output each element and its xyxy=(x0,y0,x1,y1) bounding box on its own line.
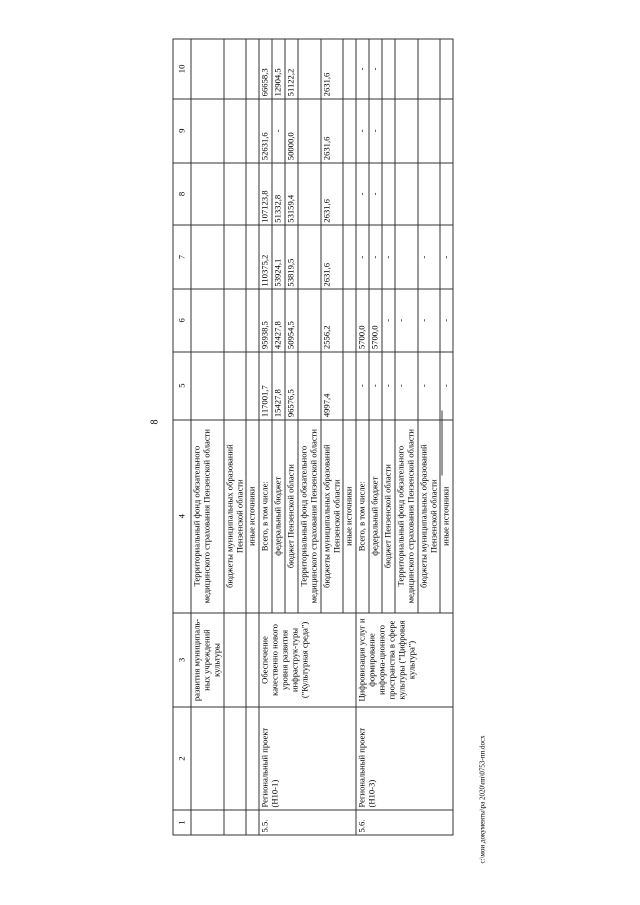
funding-source-cell: бюджет Пензенской области xyxy=(285,419,298,612)
table-row xyxy=(356,39,369,835)
funding-source-cell: федеральный бюджет xyxy=(369,419,382,612)
value-cell: 2631,6 xyxy=(320,39,343,99)
value-cell xyxy=(440,162,453,225)
funding-source-cell: бюджеты муниципальных образований Пензенской области xyxy=(223,419,246,612)
value-cell xyxy=(417,98,440,162)
value-cell: - xyxy=(369,225,382,289)
value-cell: 110375,2 xyxy=(259,225,272,289)
column-header: 9 xyxy=(173,98,191,162)
project-cell xyxy=(246,707,259,810)
event-name-cell: Цифровизация услуг и формирование информа-ционного пространства в сфере культуры ("Цифровая культура") xyxy=(356,612,453,706)
value-cell: 42427,8 xyxy=(272,289,285,352)
value-cell xyxy=(223,162,246,225)
row-number-cell: 5.5. xyxy=(259,810,356,835)
row-number-cell xyxy=(223,810,246,835)
value-cell: 5700,0 xyxy=(356,289,369,352)
value-cell: - xyxy=(369,351,382,419)
value-cell: - xyxy=(417,289,440,352)
value-cell xyxy=(417,39,440,99)
value-cell xyxy=(343,289,356,352)
value-cell xyxy=(246,225,259,289)
value-cell xyxy=(223,351,246,419)
value-cell xyxy=(297,225,320,289)
column-header: 6 xyxy=(173,289,191,352)
value-cell: - xyxy=(417,225,440,289)
value-cell: - xyxy=(369,98,382,162)
value-cell: - xyxy=(394,289,417,352)
value-cell xyxy=(191,289,224,352)
funding-source-cell: Всего, в том числе: xyxy=(356,419,369,612)
funding-source-cell: Территориальный фонд обязательного медицинского страхования Пензенской области xyxy=(191,419,224,612)
value-cell xyxy=(382,162,395,225)
column-header: 7 xyxy=(173,225,191,289)
value-cell xyxy=(246,98,259,162)
value-cell xyxy=(246,162,259,225)
funding-source-cell: бюджеты муниципальных образований Пензенской области xyxy=(320,419,343,612)
value-cell xyxy=(382,39,395,99)
value-cell xyxy=(223,289,246,352)
column-header: 10 xyxy=(173,39,191,99)
budget-table xyxy=(172,38,453,835)
value-cell: 5700,0 xyxy=(369,289,382,352)
value-cell: 51332,8 xyxy=(272,162,285,225)
value-cell: - xyxy=(417,351,440,419)
value-cell xyxy=(440,98,453,162)
value-cell xyxy=(246,351,259,419)
value-cell: - xyxy=(272,98,285,162)
project-cell xyxy=(223,707,246,810)
value-cell xyxy=(297,351,320,419)
value-cell xyxy=(223,225,246,289)
value-cell xyxy=(394,98,417,162)
funding-source-cell: Всего, в том числе: xyxy=(259,419,272,612)
value-cell xyxy=(394,39,417,99)
value-cell: 15427,8 xyxy=(272,351,285,419)
funding-source-cell: иные источники xyxy=(440,419,453,612)
value-cell: - xyxy=(369,162,382,225)
event-name-cell: Обеспечение качественно нового уровня развития инфраструк-туры ("Культурная среда") xyxy=(259,612,356,706)
row-number-cell: 5.6. xyxy=(356,810,453,835)
funding-source-cell: Территориальный фонд обязательного медицинского страхования Пензенской области xyxy=(394,419,417,612)
value-cell xyxy=(343,225,356,289)
header-row xyxy=(173,39,191,835)
table-body xyxy=(173,39,453,835)
value-cell xyxy=(343,351,356,419)
value-cell xyxy=(223,39,246,99)
column-header: 5 xyxy=(173,351,191,419)
value-cell xyxy=(246,39,259,99)
value-cell xyxy=(394,225,417,289)
value-cell: - xyxy=(440,351,453,419)
value-cell xyxy=(191,225,224,289)
value-cell: - xyxy=(440,289,453,352)
value-cell xyxy=(343,98,356,162)
table-row xyxy=(259,39,272,835)
value-cell: - xyxy=(356,39,369,99)
value-cell xyxy=(297,162,320,225)
value-cell xyxy=(343,39,356,99)
footer-file-path: c:\мои документы\ра 2020\пп\0753-пп.docx xyxy=(478,734,486,863)
value-cell xyxy=(440,39,453,99)
column-header: 4 xyxy=(173,419,191,612)
value-cell xyxy=(191,162,224,225)
value-cell xyxy=(191,39,224,99)
value-cell: - xyxy=(356,225,369,289)
column-header: 3 xyxy=(173,612,191,706)
value-cell: 12904,5 xyxy=(272,39,285,99)
value-cell: - xyxy=(382,351,395,419)
value-cell: 2631,6 xyxy=(320,162,343,225)
value-cell: - xyxy=(356,351,369,419)
separator-line xyxy=(441,410,442,475)
value-cell: 107123,8 xyxy=(259,162,272,225)
table-row xyxy=(223,39,246,835)
table-row xyxy=(246,39,259,835)
funding-source-cell: иные источники xyxy=(246,419,259,612)
funding-source-cell: федеральный бюджет xyxy=(272,419,285,612)
event-name-cell xyxy=(246,612,259,706)
funding-source-cell: Территориальный фонд обязательного медицинского страхования Пензенской области xyxy=(297,419,320,612)
value-cell xyxy=(223,98,246,162)
event-name-cell xyxy=(223,612,246,706)
event-name-cell: развития муниципаль-ных учреждений культуры xyxy=(191,612,224,706)
value-cell xyxy=(417,162,440,225)
project-cell xyxy=(191,707,224,810)
value-cell: - xyxy=(440,225,453,289)
value-cell xyxy=(297,98,320,162)
funding-source-cell: бюджеты муниципальных образований Пензенской области xyxy=(417,419,440,612)
value-cell xyxy=(191,98,224,162)
value-cell: 117001,7 xyxy=(259,351,272,419)
value-cell: - xyxy=(356,162,369,225)
funding-source-cell: бюджет Пензенской области xyxy=(382,419,395,612)
value-cell xyxy=(394,162,417,225)
row-number-cell xyxy=(246,810,259,835)
column-header: 8 xyxy=(173,162,191,225)
value-cell: 95938,5 xyxy=(259,289,272,352)
value-cell: 51122,2 xyxy=(285,39,298,99)
value-cell: - xyxy=(369,39,382,99)
column-header: 1 xyxy=(173,810,191,835)
value-cell: 66658,3 xyxy=(259,39,272,99)
value-cell: 50954,5 xyxy=(285,289,298,352)
value-cell: 2556,2 xyxy=(320,289,343,352)
value-cell: - xyxy=(356,98,369,162)
value-cell: - xyxy=(394,351,417,419)
value-cell: - xyxy=(382,225,395,289)
value-cell xyxy=(382,98,395,162)
page-number: 8 xyxy=(149,419,160,424)
funding-source-cell: иные источники xyxy=(343,419,356,612)
value-cell: 2631,6 xyxy=(320,225,343,289)
column-header: 2 xyxy=(173,707,191,810)
value-cell: - xyxy=(382,289,395,352)
value-cell: 53159,4 xyxy=(285,162,298,225)
value-cell: 4997,4 xyxy=(320,351,343,419)
value-cell xyxy=(343,162,356,225)
value-cell xyxy=(191,351,224,419)
value-cell: 2631,6 xyxy=(320,98,343,162)
value-cell: 96576,5 xyxy=(285,351,298,419)
table-row xyxy=(191,39,224,835)
row-number-cell xyxy=(191,810,224,835)
rotated-page xyxy=(145,30,495,875)
value-cell xyxy=(297,39,320,99)
value-cell xyxy=(297,289,320,352)
value-cell: 53924,1 xyxy=(272,225,285,289)
project-cell: Региональный проект (Н10-1) xyxy=(259,707,356,810)
value-cell: 50000,0 xyxy=(285,98,298,162)
value-cell: 52631,6 xyxy=(259,98,272,162)
value-cell xyxy=(246,289,259,352)
value-cell: 53819,5 xyxy=(285,225,298,289)
project-cell: Региональный проект (Н10-3) xyxy=(356,707,453,810)
